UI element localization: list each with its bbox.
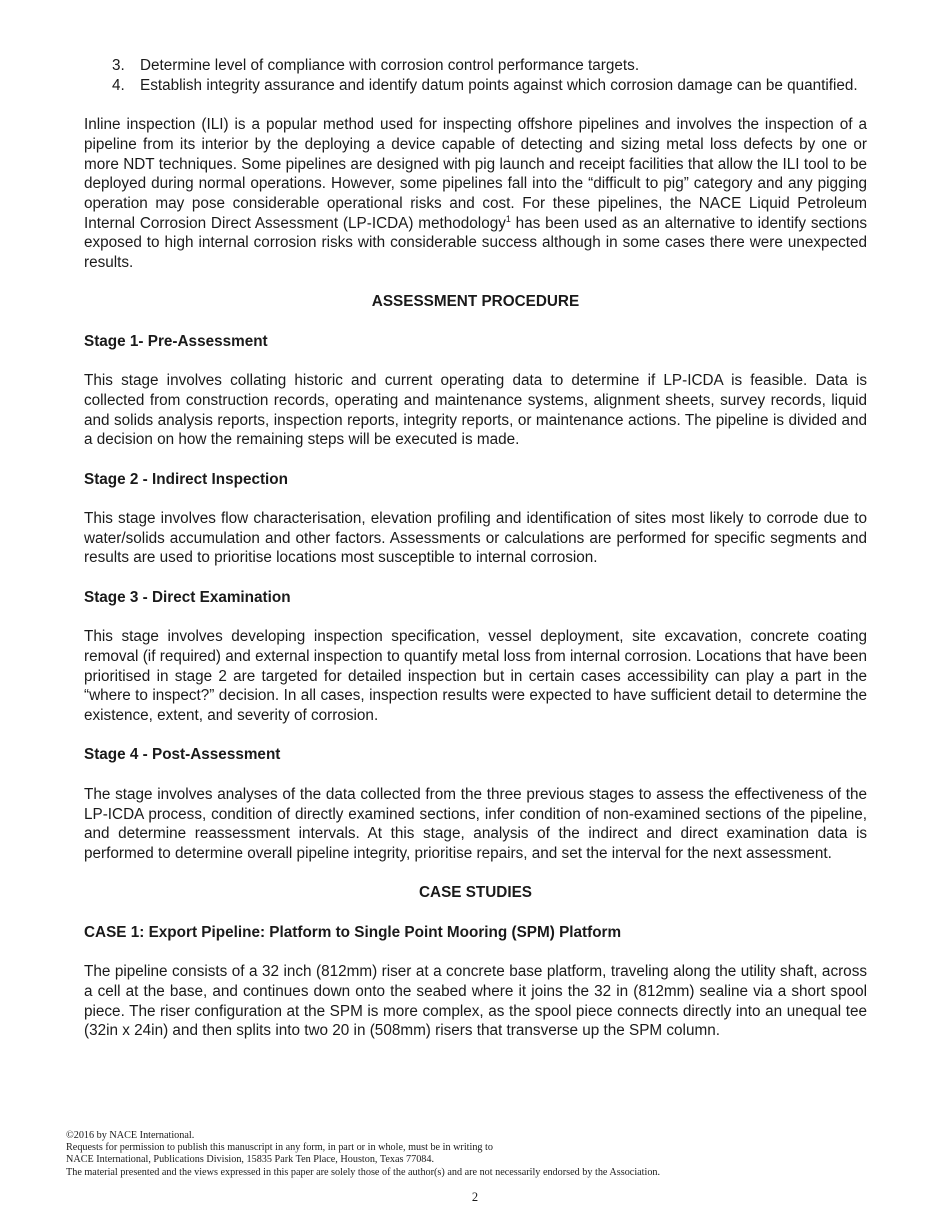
page-number: 2 (471, 1190, 479, 1204)
list-item-text: Establish integrity assurance and identify datum points against which corrosion damage can be quantified. (140, 76, 858, 94)
ili-paragraph (84, 115, 867, 273)
stage-2-heading: Stage 2 - Indirect Inspection (84, 470, 288, 488)
list-item-number: 3. (112, 57, 125, 74)
assessment-procedure-heading: ASSESSMENT PROCEDURE (371, 293, 580, 311)
stage-1-heading: Stage 1- Pre-Assessment (84, 332, 268, 350)
stage-1-paragraph: This stage involves collating historic and current operating data to determine if LP-ICDA is feasible. Data is collected from construction records, operating and maintenance systems, alignment sheets, survey records, liquid and solids analysis reports, inspection reports, integrity reports, or maintenance actions. The pipeline is divided and a decision on how the remaining steps will be executed is made. (84, 372, 867, 449)
case-studies-heading: CASE STUDIES (418, 884, 533, 902)
stage-4-heading: Stage 4 - Post-Assessment (84, 746, 281, 764)
ili-paragraph-text-continued: has been used as an alternative to identify sections exposed to high internal corrosion risks with considerable success although in some cases there were unexpected results. (84, 214, 867, 272)
list-item (84, 76, 867, 96)
footer-permission: Requests for permission to publish this manuscript in any form, in part or in whole, must be in writing to (66, 1142, 493, 1154)
case-1-paragraph: The pipeline consists of a 32 inch (812mm) riser at a concrete base platform, traveling along the utility shaft, across a cell at the base, and continues down onto the seabed where it joins the 32 in (812mm) sealine via a short spool piece. The riser configuration at the SPM is more complex, as the spool piece connects directly into an unequal tee (32in x 24in) and then splits into two 20 in (508mm) risers that transverse up the SPM column. (84, 963, 867, 1040)
footnote-reference: 1 (505, 213, 511, 224)
list-item-text: Determine level of compliance with corrosion control performance targets. (140, 57, 640, 74)
footer-copyright: ©2016 by NACE International. (66, 1130, 195, 1141)
stage-3-paragraph: This stage involves developing inspection specification, vessel deployment, site excavation, concrete coating removal (if required) and external inspection to quantify metal loss from internal corrosion. Locations that have been prioritised in stage 2 are targeted for detailed inspection but in certain cases accessibility can play a part in the “where to inspect?” decision. In all cases, inspection results were expected to have sufficient detail to determine the existence, extent, and severity of corrosion. (84, 628, 867, 725)
paper-page-body (84, 56, 867, 1041)
list-item (84, 56, 867, 76)
footer-address: NACE International, Publications Division, 15835 Park Ten Place, Houston, Texas 77084. (66, 1154, 435, 1166)
page-footer (66, 1130, 886, 1179)
case-1-heading: CASE 1: Export Pipeline: Platform to Single Point Mooring (SPM) Platform (84, 923, 622, 941)
objectives-list (84, 56, 867, 95)
list-item-number: 4. (112, 76, 125, 94)
ili-paragraph-text: Inline inspection (ILI) is a popular method used for inspecting offshore pipelines and involves the inspection of a pipeline from its interior by the deploying a device capable of detecting and sizing metal loss defects by one or more NDT techniques. Some pipelines are designed with pig launch and receipt facilities that allow the ILI tool to be deployed during normal operations. However, some pipelines fall into the “difficult to pig” category and any pigging operation may pose considerable operational risks and cost. For these pipelines, the NACE Liquid Petroleum Internal Corrosion Direct Assessment (LP-ICDA) methodology (84, 116, 867, 232)
stage-3-heading: Stage 3 - Direct Examination (84, 588, 291, 606)
stage-4-paragraph: The stage involves analyses of the data collected from the three previous stages to assess the effectiveness of the LP-ICDA process, condition of directly examined sections, infer condition of non-examined sections of the pipeline, and determine reassessment intervals. At this stage, analysis of the indirect and direct examination data is performed to determine overall pipeline integrity, prioritise repairs, and set the interval for the next assessment. (84, 785, 867, 862)
footer-disclaimer: The material presented and the views expressed in this paper are solely those of the author(s) and are not necessarily endorsed by the Association. (66, 1166, 661, 1178)
stage-2-paragraph: This stage involves flow characterisation, elevation profiling and identification of sites most likely to corrode due to water/solids accumulation and other factors. Assessments or calculations are performed for specific segments and results are used to prioritise locations most susceptible to internal corrosion. (84, 510, 867, 567)
